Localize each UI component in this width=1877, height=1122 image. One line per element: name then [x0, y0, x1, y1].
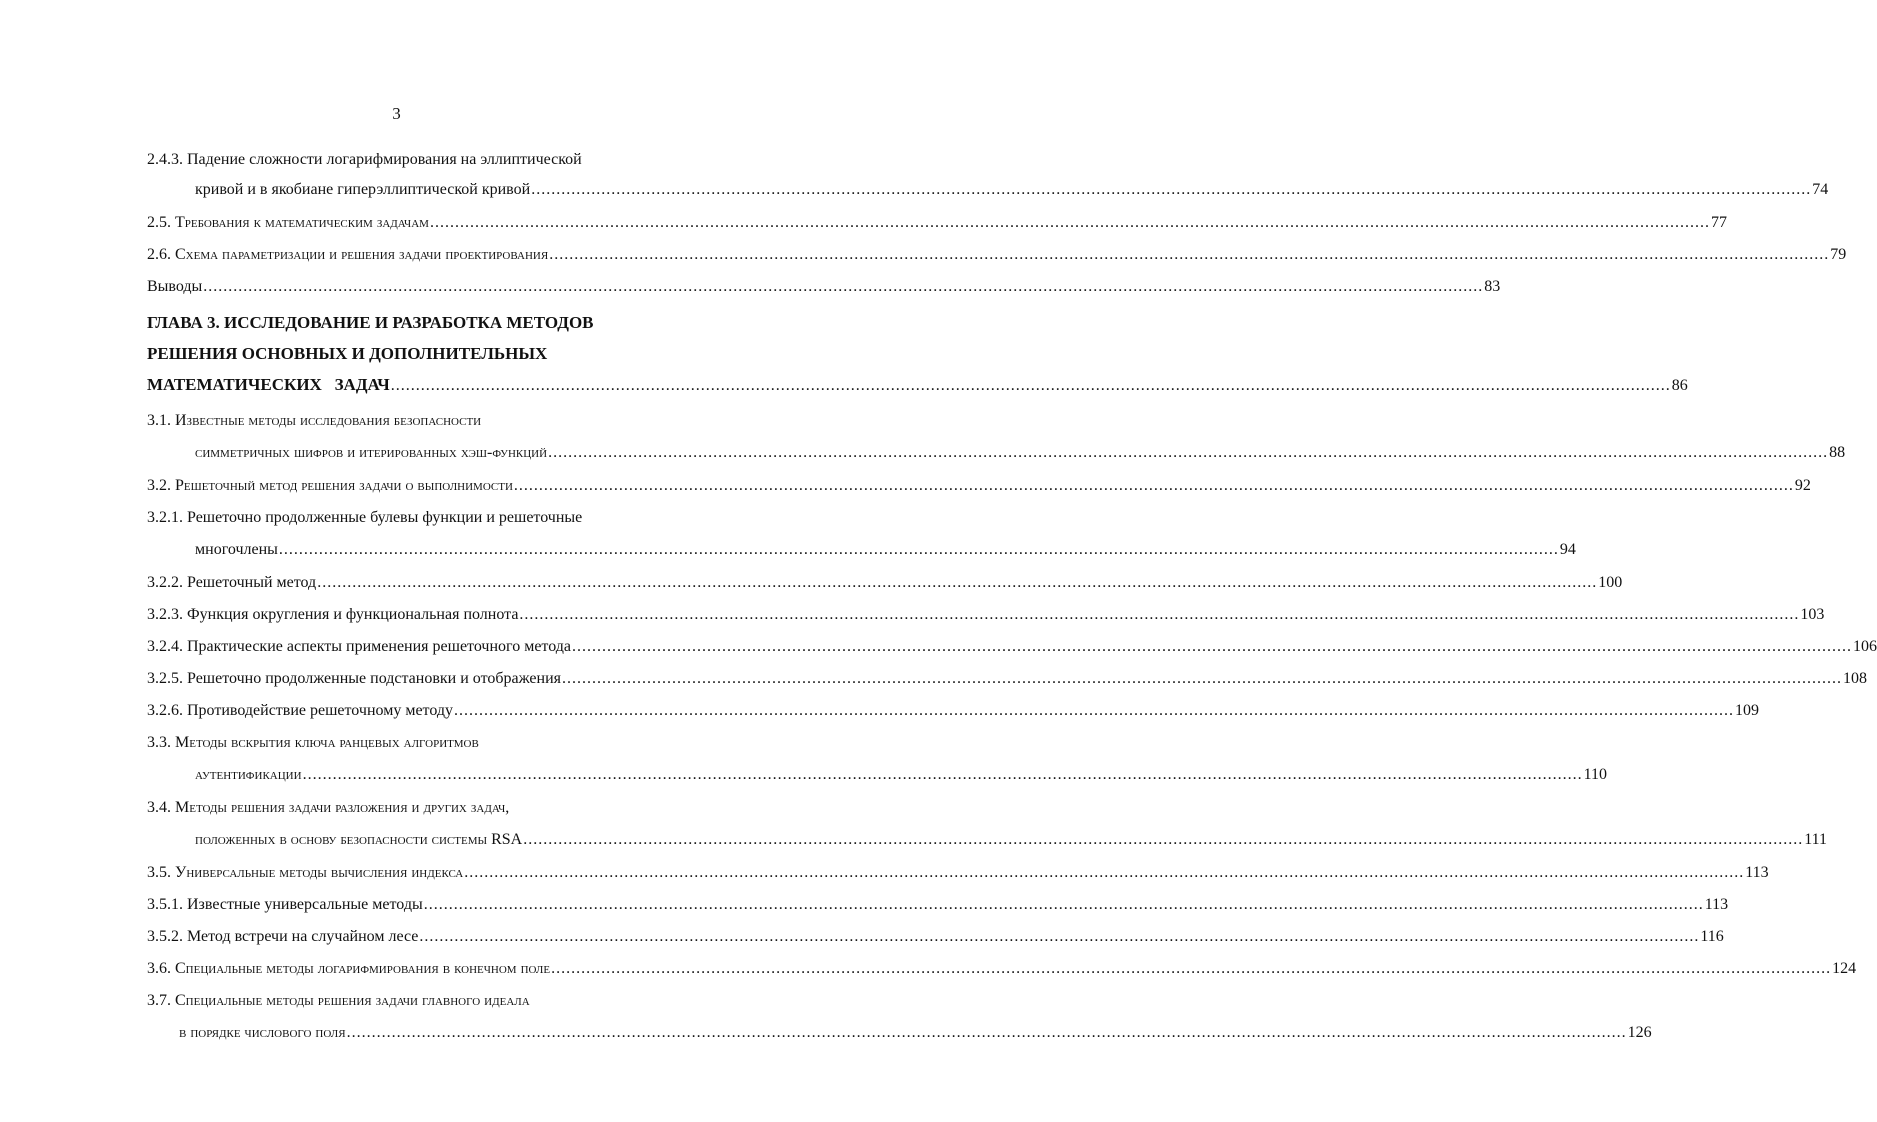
page-ref: 126: [1627, 1024, 1652, 1041]
entry-number: 3.5.2.: [147, 928, 183, 945]
page-ref: 83: [1484, 278, 1501, 295]
entry-title: Противодействие решеточному методу: [187, 702, 454, 719]
dot-leader: ................................................................................................................................................................................................................................................................: [562, 670, 1843, 687]
page-ref: 86: [1671, 377, 1688, 394]
dot-leader: ................................................................................................................................................................................................................................................................: [423, 896, 1704, 913]
entry-number: 3.4.: [147, 799, 171, 816]
toc-entry-3-7: [147, 991, 1652, 1056]
dot-leader: ................................................................................................................................................................................................................................................................: [429, 214, 1710, 231]
entry-title: Функция округления и функциональная полнота: [187, 606, 519, 623]
dot-leader: ................................................................................................................................................................................................................................................................: [523, 831, 1804, 848]
page-ref: 100: [1598, 574, 1623, 591]
entry-number: 3.5.: [147, 864, 171, 881]
dot-leader: ................................................................................................................................................................................................................................................................: [317, 574, 1598, 591]
page-ref: 103: [1800, 606, 1825, 623]
entry-number: 3.3.: [147, 734, 171, 751]
entry-title-line1: Методы решения задачи разложения и других задач,: [175, 799, 510, 816]
entry-number: 2.6.: [147, 246, 171, 263]
entry-number: 3.6.: [147, 960, 171, 977]
entry-number: 3.2.6.: [147, 702, 183, 719]
toc-entry-3-2-6: [147, 701, 1760, 733]
entry-title: Практические аспекты применения решеточного метода: [187, 638, 571, 655]
entry-title: Выводы: [147, 278, 203, 295]
dot-leader: ................................................................................................................................................................................................................................................................: [513, 477, 1794, 494]
page-ref: 116: [1700, 928, 1724, 945]
dot-leader: ................................................................................................................................................................................................................................................................: [531, 181, 1812, 198]
entry-title: Решеточный метод решения задачи о выполнимости: [175, 477, 513, 494]
toc-entry-2-5: [147, 213, 1727, 245]
page-number: 3: [392, 104, 401, 123]
dot-leader: ................................................................................................................................................................................................................................................................: [464, 864, 1745, 881]
entry-title-line2: кривой и в якобиане гиперэллиптической кривой: [195, 181, 531, 198]
dot-leader: ................................................................................................................................................................................................................................................................: [551, 960, 1832, 977]
page-ref: 94: [1559, 541, 1576, 558]
entry-title: Специальные методы логарифмирования в конечном поле: [175, 960, 551, 977]
chapter-title-line3: МАТЕМАТИЧЕСКИХ ЗАДАЧ: [147, 375, 390, 394]
dot-leader: ................................................................................................................................................................................................................................................................: [390, 377, 1671, 394]
entry-title: Метод встречи на случайном лесе: [187, 928, 419, 945]
dot-leader: ................................................................................................................................................................................................................................................................: [548, 444, 1829, 461]
entry-title: Решеточный метод: [187, 574, 317, 591]
toc-entry-2-4-3: [147, 150, 1829, 212]
page-ref: 74: [1812, 181, 1829, 198]
toc-entry-3-5-2: [147, 927, 1724, 959]
entry-number: 3.2.5.: [147, 670, 183, 687]
entry-title-line1: Специальные методы решения задачи главного идеала: [175, 992, 530, 1009]
entry-title-line1: Падение сложности логарифмирования на эллиптической: [187, 151, 582, 168]
toc-entry-chapter-3: [147, 313, 1688, 411]
entry-title: Решеточно продолженные подстановки и отображения: [187, 670, 562, 687]
dot-leader: ................................................................................................................................................................................................................................................................: [519, 606, 1800, 623]
entry-number: 3.7.: [147, 992, 171, 1009]
toc-entry-3-4: [147, 798, 1828, 863]
dot-leader: ................................................................................................................................................................................................................................................................: [278, 541, 1559, 558]
toc-entry-3-2-1: [147, 508, 1576, 573]
entry-title-line2: в порядке числового поля: [179, 1024, 346, 1041]
entry-number: 2.5.: [147, 214, 171, 231]
entry-number: 2.4.3.: [147, 151, 183, 168]
dot-leader: ................................................................................................................................................................................................................................................................: [454, 702, 1735, 719]
toc-entry-3-2-4: [147, 637, 1877, 669]
entry-number: 3.1.: [147, 412, 171, 429]
toc-entry-3-5: [147, 863, 1769, 895]
entry-title-line1: Решеточно продолженные булевы функции и решеточные: [187, 509, 583, 526]
page-ref: 92: [1794, 477, 1811, 494]
toc-entry-3-5-1: [147, 895, 1729, 927]
dot-leader: ................................................................................................................................................................................................................................................................: [203, 278, 1484, 295]
toc-entry-3-1: [147, 411, 1846, 476]
entry-title-line2: положенных в основу безопасности системы RSA: [195, 831, 523, 848]
table-of-contents: [147, 150, 1877, 1056]
chapter-title-line2: РЕШЕНИЯ ОСНОВНЫХ И ДОПОЛНИТЕЛЬНЫХ: [147, 344, 548, 363]
page-ref: 79: [1830, 246, 1847, 263]
page-ref: 113: [1745, 864, 1769, 881]
entry-number: 3.2.4.: [147, 638, 183, 655]
page-ref: 111: [1804, 831, 1828, 848]
toc-entry-3-6: [147, 959, 1857, 991]
dot-leader: ................................................................................................................................................................................................................................................................: [549, 246, 1830, 263]
entry-title: Известные универсальные методы: [187, 896, 423, 913]
toc-entry-3-2-3: [147, 605, 1825, 637]
chapter-title-line1: ГЛАВА 3. ИССЛЕДОВАНИЕ И РАЗРАБОТКА МЕТОДОВ: [147, 313, 594, 332]
toc-entry-3-2-2: [147, 573, 1623, 605]
entry-number: 3.2.2.: [147, 574, 183, 591]
entry-number: 3.2.: [147, 477, 171, 494]
entry-title-line2: аутентификации: [195, 766, 302, 783]
dot-leader: ................................................................................................................................................................................................................................................................: [302, 766, 1583, 783]
entry-title: Схема параметризации и решения задачи проектирования: [175, 246, 549, 263]
page-ref: 124: [1832, 960, 1857, 977]
dot-leader: ................................................................................................................................................................................................................................................................: [571, 638, 1852, 655]
entry-number: 3.2.1.: [147, 509, 183, 526]
entry-title-line1: Известные методы исследования безопасности: [175, 412, 482, 429]
toc-entry-3-2: [147, 476, 1811, 508]
dot-leader: ................................................................................................................................................................................................................................................................: [346, 1024, 1627, 1041]
toc-entry-3-2-5: [147, 669, 1868, 701]
entry-title: Требования к математическим задачам: [175, 214, 429, 231]
entry-title-line2: симметричных шифров и итерированных хэш-функций: [195, 444, 548, 461]
page-ref: 113: [1704, 896, 1729, 913]
entry-title-line1: Методы вскрытия ключа ранцевых алгоритмов: [175, 734, 479, 751]
page-ref: 106: [1852, 638, 1877, 655]
page-ref: 88: [1829, 444, 1846, 461]
dot-leader: ................................................................................................................................................................................................................................................................: [419, 928, 1700, 945]
page-ref: 108: [1843, 670, 1868, 687]
entry-title: Универсальные методы вычисления индекса: [175, 864, 464, 881]
page-ref: 109: [1735, 702, 1760, 719]
page-ref: 110: [1583, 766, 1607, 783]
page-ref: 77: [1710, 214, 1727, 231]
toc-entry-3-3: [147, 733, 1607, 798]
entry-number: 3.2.3.: [147, 606, 183, 623]
entry-title-line2: многочлены: [195, 541, 278, 558]
toc-entry-conclusions: [147, 277, 1501, 313]
entry-number: 3.5.1.: [147, 896, 183, 913]
toc-entry-2-6: [147, 245, 1847, 277]
